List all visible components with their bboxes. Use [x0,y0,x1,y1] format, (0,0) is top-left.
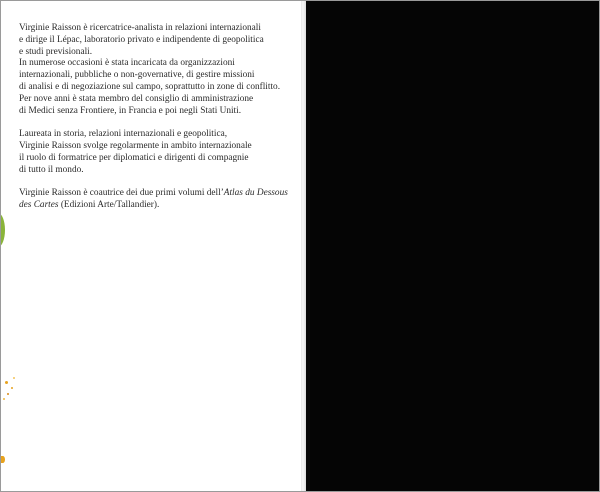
bio-line: internazionali, pubbliche o non-governative, di gestire missioni [19,70,255,81]
bio-line: di analisi e di negoziazione sul campo, soprattutto in zone di conflitto. [19,81,281,92]
bio-line: Per nove anni è stata membro del consiglio di amministrazione [19,93,254,104]
author-bio [19,23,289,224]
bio-line: Laureata in storia, relazioni internazionali e geopolitica, [19,129,228,140]
green-edge-decoration [1,213,5,247]
orange-dot-decoration [3,398,5,400]
book-title: des Cartes [19,199,59,210]
bio-paragraph-1 [19,23,289,117]
book-title: Atlas du Dessous [223,188,288,199]
orange-dot-decoration [5,381,8,384]
bio-line: di tutto il mondo. [19,164,84,175]
bio-line [19,200,289,212]
publisher-text: (Edizioni Arte/Tallandier). [58,199,160,210]
bio-line: Virginie Raisson è ricercatrice-analista in relazioni internazionali [19,23,261,33]
bio-paragraph-3 [19,188,289,212]
bio-line [19,188,289,200]
bio-paragraph-2 [19,129,289,176]
bio-line: Virginie Raisson svolge regolarmente in ambito internazionale [19,140,252,151]
bio-line: In numerose occasioni è stata incaricata da organizzazioni [19,58,235,69]
right-page-black [306,1,599,491]
bio-text: Virginie Raisson è coautrice dei due primi volumi dell’ [19,188,224,199]
orange-dot-decoration [7,393,9,395]
bio-line: il ruolo di formatrice per diplomatici e dirigenti di compagnie [19,152,249,163]
orange-edge-decoration [1,456,5,463]
left-page [1,1,301,491]
bio-line: e dirige il Lépac, laboratorio privato e indipendente di geopolitica [19,34,264,45]
orange-dot-decoration [13,377,15,379]
orange-dot-decoration [11,387,13,389]
bio-line: di Medici senza Frontiere, in Francia e poi negli Stati Uniti. [19,105,242,116]
bio-line: e studi previsionali. [19,46,93,57]
